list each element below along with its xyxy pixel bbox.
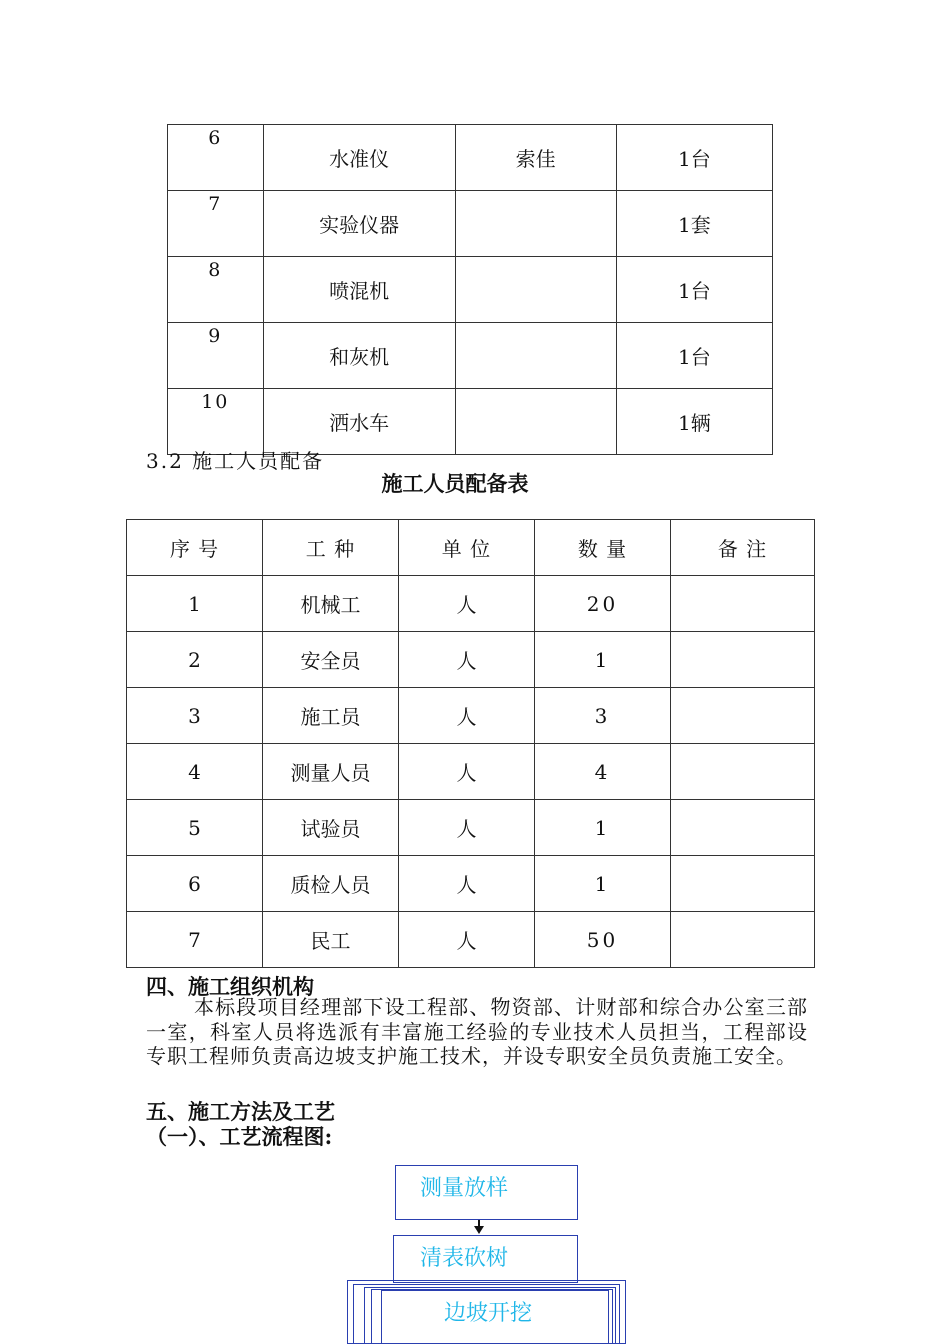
table-row <box>127 912 815 968</box>
row-number: 8 <box>168 257 264 323</box>
note <box>671 576 815 632</box>
equipment-brand <box>455 323 616 389</box>
row-number: 6 <box>168 125 264 191</box>
equipment-quantity: 1辆 <box>616 389 772 455</box>
table-row <box>168 323 773 389</box>
equipment-name: 喷混机 <box>263 257 455 323</box>
table-row <box>127 744 815 800</box>
row-number: 9 <box>168 323 264 389</box>
unit: 人 <box>398 800 534 856</box>
section-4-heading: 四、施工组织机构 <box>146 974 314 999</box>
equipment-name: 和灰机 <box>263 323 455 389</box>
table-row <box>168 125 773 191</box>
equipment-name: 水准仪 <box>263 125 455 191</box>
equipment-brand <box>455 191 616 257</box>
unit: 人 <box>398 576 534 632</box>
section-3-2-heading: 3.2 施工人员配备 <box>146 449 325 473</box>
work-type: 安全员 <box>262 632 398 688</box>
note <box>671 800 815 856</box>
unit: 人 <box>398 912 534 968</box>
table-row <box>127 632 815 688</box>
quantity: 1 <box>534 632 670 688</box>
flow-step-excavation <box>381 1290 609 1344</box>
row-number: 10 <box>168 389 264 455</box>
unit: 人 <box>398 688 534 744</box>
work-type: 测量人员 <box>262 744 398 800</box>
table-row <box>127 856 815 912</box>
flow-step-clearing <box>393 1235 578 1283</box>
equipment-brand <box>455 389 616 455</box>
header-type: 工 种 <box>262 520 398 576</box>
unit: 人 <box>398 744 534 800</box>
equipment-brand: 索佳 <box>455 125 616 191</box>
equipment-quantity: 1台 <box>616 323 772 389</box>
quantity: 4 <box>534 744 670 800</box>
table-row <box>127 688 815 744</box>
quantity: 50 <box>534 912 670 968</box>
staff-table-title: 施工人员配备表 <box>381 471 529 496</box>
equipment-name: 洒水车 <box>263 389 455 455</box>
note <box>671 744 815 800</box>
equipment-quantity: 1套 <box>616 191 772 257</box>
note <box>671 632 815 688</box>
row-number: 5 <box>127 800 263 856</box>
note <box>671 912 815 968</box>
header-no: 序 号 <box>127 520 263 576</box>
section-4-paragraph: 本标段项目经理部下设工程部、物资部、计财部和综合办公室三部一室，科室人员将选派有丰富施工经验的专业技术人员担当，工程部设专职工程师负责高边坡支护施工技术，并设专职安全员负责施工安全。 <box>146 995 808 1068</box>
table-row <box>168 257 773 323</box>
quantity: 3 <box>534 688 670 744</box>
flow-arrow-head <box>474 1226 484 1234</box>
flow-step-label: 边坡开挖 <box>444 1301 533 1326</box>
header-note: 备 注 <box>671 520 815 576</box>
table-row <box>127 576 815 632</box>
equipment-name: 实验仪器 <box>263 191 455 257</box>
row-number: 7 <box>168 191 264 257</box>
table-row <box>168 191 773 257</box>
unit: 人 <box>398 856 534 912</box>
work-type: 机械工 <box>262 576 398 632</box>
flowchart-subheading: （一）、工艺流程图: <box>146 1124 333 1149</box>
row-number: 4 <box>127 744 263 800</box>
work-type: 施工员 <box>262 688 398 744</box>
note <box>671 856 815 912</box>
row-number: 3 <box>127 688 263 744</box>
row-number: 7 <box>127 912 263 968</box>
header-unit: 单 位 <box>398 520 534 576</box>
staff-table <box>126 519 815 968</box>
quantity: 1 <box>534 800 670 856</box>
work-type: 试验员 <box>262 800 398 856</box>
note <box>671 688 815 744</box>
quantity: 1 <box>534 856 670 912</box>
quantity: 20 <box>534 576 670 632</box>
row-number: 2 <box>127 632 263 688</box>
section-5-heading: 五、施工方法及工艺 <box>146 1099 335 1124</box>
table-header-row <box>127 520 815 576</box>
equipment-brand <box>455 257 616 323</box>
table-row <box>127 800 815 856</box>
work-type: 质检人员 <box>262 856 398 912</box>
row-number: 1 <box>127 576 263 632</box>
unit: 人 <box>398 632 534 688</box>
equipment-quantity: 1台 <box>616 125 772 191</box>
equipment-table <box>167 124 773 455</box>
row-number: 6 <box>127 856 263 912</box>
work-type: 民工 <box>262 912 398 968</box>
equipment-quantity: 1台 <box>616 257 772 323</box>
flow-step-label: 清表砍树 <box>420 1246 509 1271</box>
flow-step-survey <box>395 1165 578 1220</box>
header-qty: 数 量 <box>534 520 670 576</box>
flow-step-label: 测量放样 <box>420 1176 509 1201</box>
